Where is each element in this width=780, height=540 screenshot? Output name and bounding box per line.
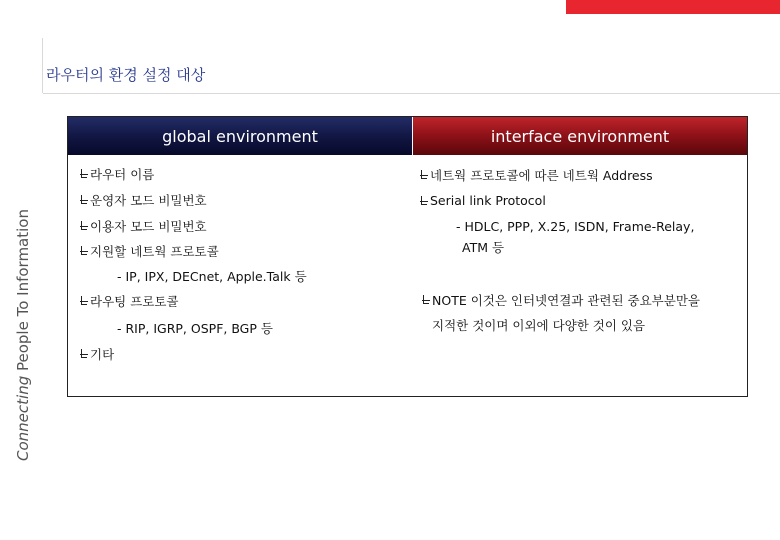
list-item-label: 이용자 모드 비밀번호 xyxy=(90,219,207,234)
bullet-icon xyxy=(80,221,88,231)
note-line-1: NOTE 이것은 인터넷연결과 관련된 중요부분만을 xyxy=(432,293,700,308)
sub-item: - RIP, IGRP, OSPF, BGP 등 xyxy=(117,321,273,336)
list-item-label: Serial link Protocol xyxy=(430,193,546,208)
bullet-icon xyxy=(80,296,88,306)
list-item-label: 라우팅 프로토콜 xyxy=(90,294,179,309)
list-item xyxy=(80,292,179,310)
sub-item: ATM 등 xyxy=(462,240,505,255)
list-item-label: 운영자 모드 비밀번호 xyxy=(90,193,207,208)
brand-accent-bar xyxy=(566,0,780,14)
bullet-icon xyxy=(422,295,430,305)
bullet-icon xyxy=(420,196,428,206)
list-item xyxy=(80,165,154,183)
horizontal-divider xyxy=(43,93,780,94)
list-item xyxy=(420,193,546,208)
bullet-icon xyxy=(80,195,88,205)
list-item xyxy=(420,166,653,184)
list-item xyxy=(80,217,207,235)
list-item xyxy=(80,345,114,363)
brand-italic: Connecting xyxy=(14,375,32,461)
list-item-label: 라우터 이름 xyxy=(90,167,155,182)
bullet-icon xyxy=(80,246,88,256)
list-item-label: 기타 xyxy=(90,347,115,362)
page-title: 라우터의 환경 설정 대상 xyxy=(46,66,206,84)
note-line-2: 지적한 것이며 이외에 다양한 것이 있음 xyxy=(432,318,646,333)
sub-item: - HDLC, PPP, X.25, ISDN, Frame-Relay, xyxy=(456,219,695,234)
brand-rest: People To Information xyxy=(14,209,32,376)
vertical-divider xyxy=(42,38,43,93)
list-item xyxy=(80,242,219,260)
list-item xyxy=(80,191,207,209)
global-header: global environment xyxy=(68,117,412,155)
list-item-label: 지원할 네트웍 프로토콜 xyxy=(90,244,219,259)
interface-header: interface environment xyxy=(413,117,747,155)
note-item xyxy=(422,291,700,309)
sub-item: - IP, IPX, DECnet, Apple.Talk 등 xyxy=(117,269,307,284)
bullet-icon xyxy=(420,170,428,180)
bullet-icon xyxy=(80,349,88,359)
list-item-label: 네트웍 프로토콜에 따른 네트웍 Address xyxy=(430,168,653,183)
bullet-icon xyxy=(80,169,88,179)
